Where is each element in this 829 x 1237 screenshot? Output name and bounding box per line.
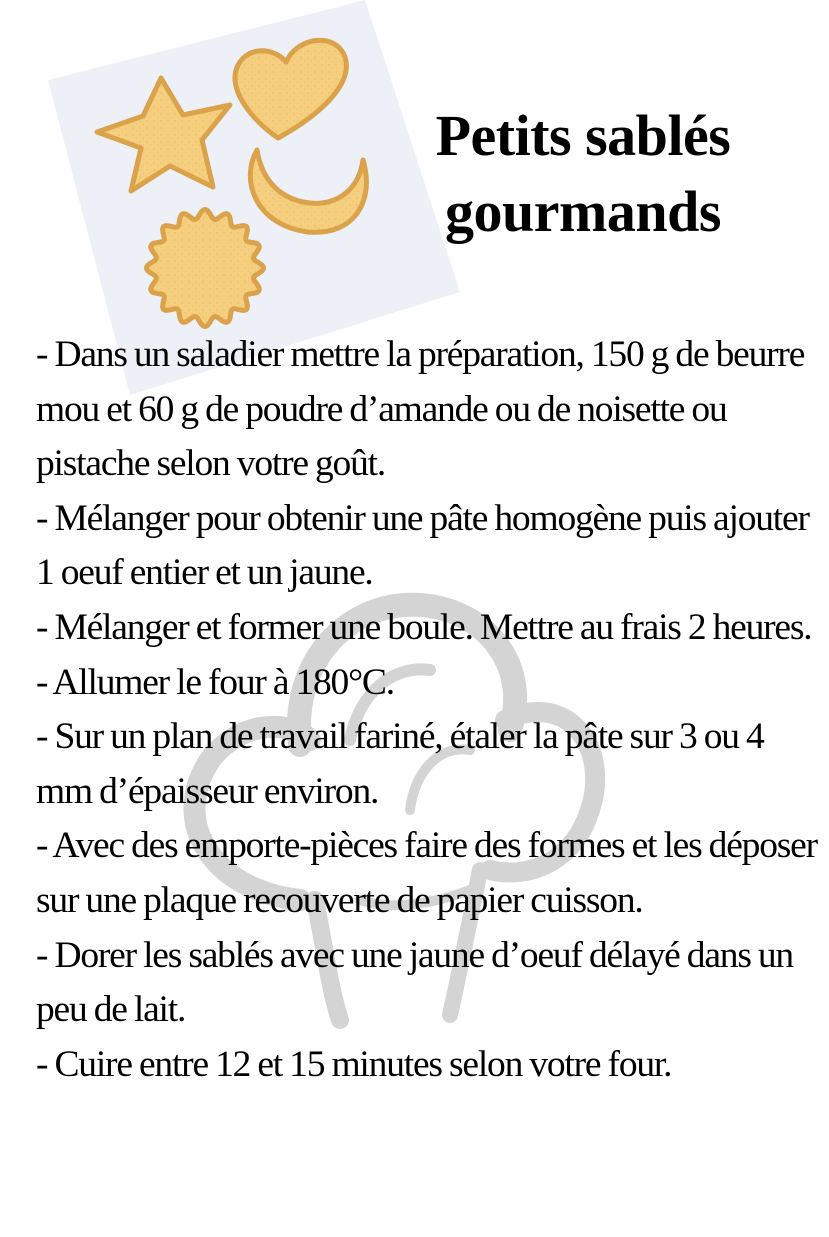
recipe-step-1: - Dans un saladier mettre la préparation, 150 g de beurre mou et 60 g de poudre d’amande ou de noisette ou pistache selon votre goût.: [36, 334, 805, 485]
recipe-step-7: - Dorer les sablés avec une jaune d’oeuf délayé dans un peu de lait.: [36, 934, 793, 1031]
recipe-steps: [36, 328, 821, 1092]
round-cookie-icon: [147, 210, 264, 327]
title-line-1: Petits sablés: [435, 103, 731, 168]
recipe-step-8: - Cuire entre 12 et 15 minutes selon votre four.: [36, 1043, 672, 1085]
recipe-step-6: - Avec des emporte-pièces faire des formes et les déposer sur une plaque recouverte de papier cuisson.: [36, 825, 817, 921]
recipe-step-4: - Allumer le four à 180°C.: [36, 661, 394, 703]
recipe-step-5: - Sur un plan de travail fariné, étaler la pâte sur 3 ou 4 mm d’épaisseur environ.: [36, 716, 764, 812]
recipe-title: [398, 98, 768, 250]
title-line-2: gourmands: [445, 179, 721, 244]
recipe-step-3: - Mélanger et former une boule. Mettre au frais 2 heures.: [36, 606, 812, 648]
recipe-step-2: - Mélanger pour obtenir une pâte homogène puis ajouter 1 oeuf entier et un jaune.: [36, 497, 809, 594]
